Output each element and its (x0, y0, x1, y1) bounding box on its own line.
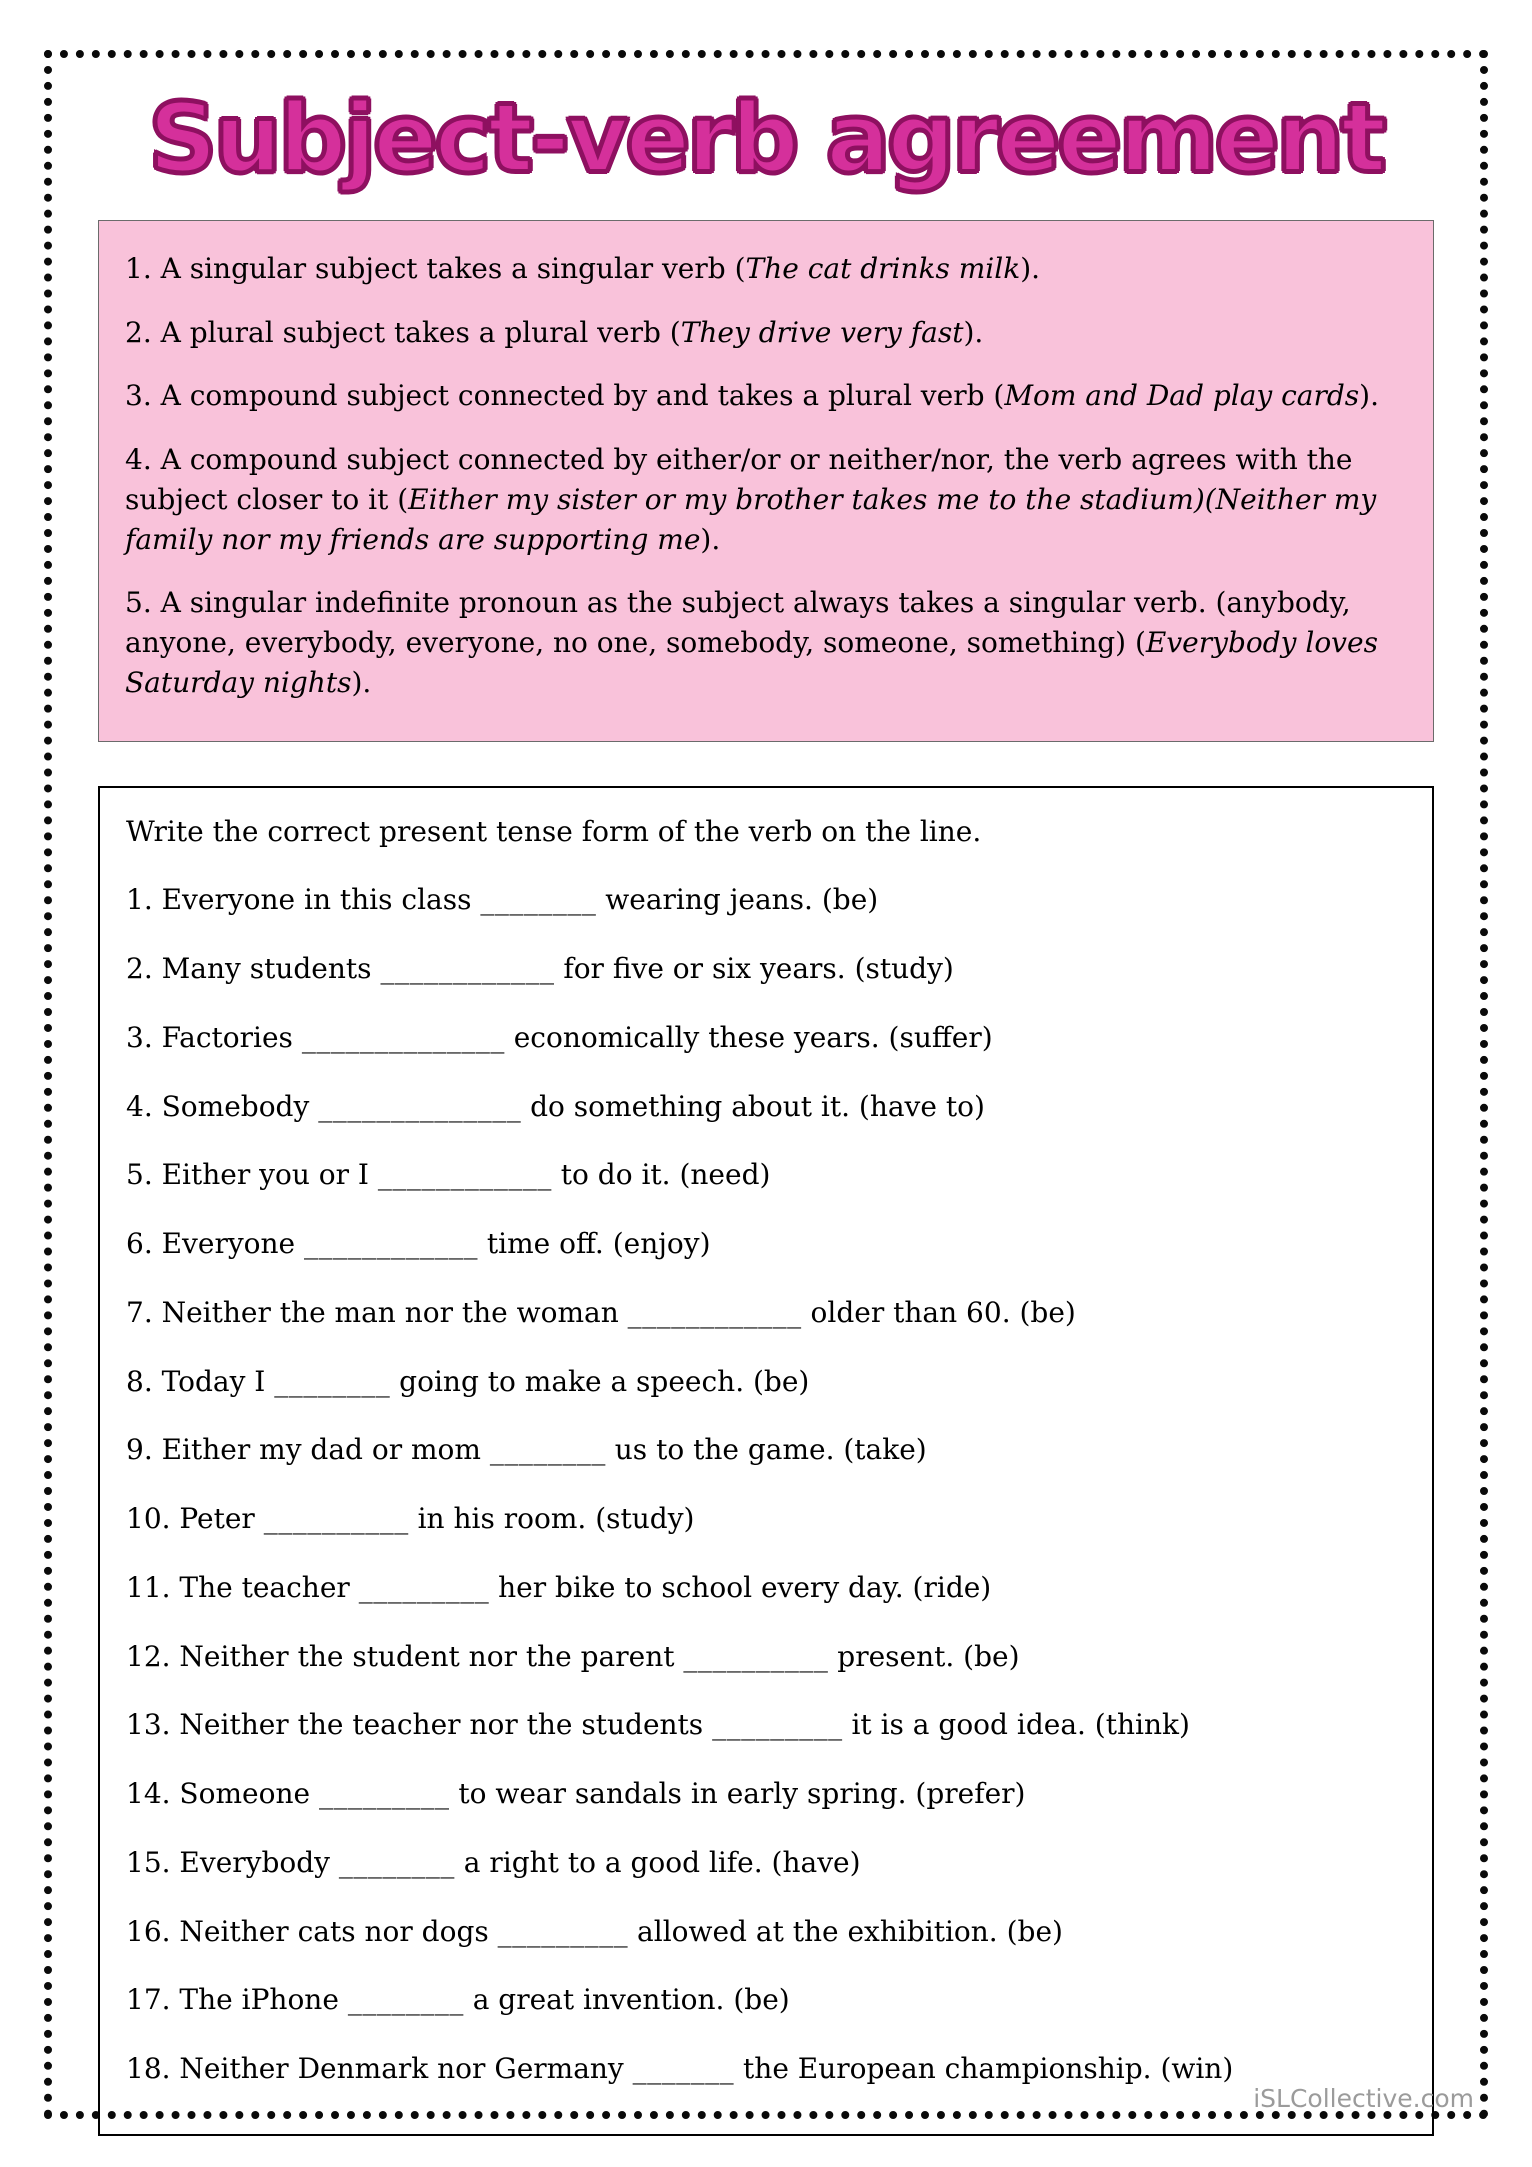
exercise-text-pre: 11. The teacher (126, 1570, 359, 1604)
answer-blank: ____________ (304, 1227, 479, 1260)
answer-blank: __________ (263, 1502, 409, 1535)
exercise-text-post: time off. (enjoy) (478, 1227, 711, 1260)
exercise-text-post: it is a good idea. (think) (842, 1708, 1190, 1742)
answer-blank: ____________ (377, 1158, 552, 1192)
rules-panel (98, 220, 1434, 742)
exercise-text-pre: 3. Factories (126, 1020, 302, 1054)
exercise-text-pre: 14. Someone (126, 1777, 319, 1810)
exercise-text-post: us to the game. (take) (605, 1433, 927, 1467)
answer-blank: _________ (497, 1914, 629, 1948)
exercise-text-pre: 9. Either my dad or mom (126, 1433, 490, 1467)
exercise-text-post: do something about it. (have to) (521, 1089, 985, 1123)
exercise-item (126, 1774, 1406, 1814)
exercise-text-post: for five or six years. (study) (554, 952, 954, 985)
exercise-item (126, 880, 1406, 920)
exercise-text-post: in his room. (study) (408, 1502, 695, 1535)
watermark: iSLCollective.com (1253, 2084, 1474, 2113)
exercise-item (126, 1912, 1406, 1952)
exercise-item (126, 1155, 1406, 1195)
answer-blank: _________ (358, 1570, 490, 1604)
worksheet-title: Subject-verb agreement (148, 84, 1384, 194)
rule-item: 3. A compound subject connected by and takes a plural verb (Mom and Dad play cards). (125, 379, 1379, 413)
exercise-item (126, 1018, 1406, 1058)
rule-item: 2. A plural subject takes a plural verb (They drive very fast). (125, 315, 984, 349)
exercise-text-post: the European championship. (win) (734, 2052, 1234, 2085)
exercise-item (126, 1637, 1406, 1677)
exercise-text-post: present. (be) (828, 1639, 1020, 1673)
exercise-item (126, 1293, 1406, 1333)
answer-blank: ______________ (318, 1089, 522, 1123)
exercise-text-post: allowed at the exhibition. (be) (628, 1914, 1063, 1948)
answer-blank: ____________ (627, 1295, 802, 1329)
answer-blank: ________ (480, 883, 597, 917)
answer-blank: ________ (489, 1433, 606, 1467)
rule-item: 1. A singular subject takes a singular verb (The cat drinks milk). (125, 251, 1041, 285)
exercise-text-post: to wear sandals in early spring. (prefer) (449, 1777, 1026, 1810)
rules-list (125, 249, 1407, 703)
answer-blank: __________ (683, 1639, 829, 1673)
answer-blank: _______ (632, 2052, 735, 2085)
rule-item: 5. A singular indefinite pronoun as the subject always takes a singular verb. (anybody, anyone, everybody, everyone, no one, somebody, someone, something) (Everybody loves Saturday nights). (125, 586, 1378, 699)
exercise-item (126, 1362, 1406, 1402)
exercise-text-pre: 6. Everyone (126, 1227, 305, 1260)
exercise-item (126, 1224, 1406, 1264)
exercise-item (126, 1705, 1406, 1745)
exercise-item (126, 1843, 1406, 1883)
exercise-text-post: older than 60. (be) (801, 1295, 1076, 1329)
dotted-border-frame (44, 50, 1488, 2119)
exercise-text-pre: 10. Peter (126, 1502, 264, 1535)
answer-blank: ________ (347, 1983, 464, 2017)
exercise-text-post: a right to a good life. (have) (454, 1845, 861, 1879)
exercise-text-pre: 7. Neither the man nor the woman (126, 1295, 628, 1329)
exercise-text-post: wearing jeans. (be) (596, 883, 879, 917)
exercise-item (126, 2049, 1406, 2089)
answer-blank: _________ (712, 1708, 843, 1742)
exercise-instruction: Write the correct present tense form of the verb on the line. (126, 814, 982, 848)
exercise-text-post: going to make a speech. (be) (390, 1364, 810, 1398)
exercise-item (126, 1980, 1406, 2020)
answer-blank: ________ (274, 1364, 391, 1398)
exercise-text-pre: 4. Somebody (126, 1089, 319, 1123)
exercise-text-pre: 2. Many students (126, 952, 381, 985)
exercise-text-post: her bike to school every day. (ride) (489, 1570, 992, 1604)
exercise-panel (98, 786, 1434, 2136)
exercise-text-pre: 17. The iPhone (126, 1983, 348, 2017)
exercise-list (126, 880, 1406, 2089)
answer-blank: ______________ (301, 1020, 505, 1054)
exercise-text-post: to do it. (need) (551, 1158, 771, 1192)
exercise-text-pre: 16. Neither cats nor dogs (126, 1914, 498, 1948)
exercise-item (126, 1430, 1406, 1470)
answer-blank: ____________ (380, 952, 555, 985)
exercise-text-pre: 15. Everybody (126, 1845, 339, 1879)
rule-item: 4. A compound subject connected by either/or or neither/nor, the verb agrees with the subject closer to it (Either my sister or my brother takes me to the stadium)(Neither my family nor my friends are supporting me). (125, 443, 1377, 556)
exercise-text-pre: 8. Today I (126, 1364, 275, 1398)
exercise-text-pre: 12. Neither the student nor the parent (126, 1639, 684, 1673)
exercise-text-pre: 18. Neither Denmark nor Germany (126, 2052, 633, 2085)
answer-blank: _________ (318, 1777, 450, 1810)
exercise-item (126, 1087, 1406, 1127)
answer-blank: ________ (338, 1845, 455, 1879)
exercise-item (126, 1568, 1406, 1608)
exercise-text-pre: 1. Everyone in this class (126, 883, 481, 917)
exercise-text-pre: 13. Neither the teacher nor the students (126, 1708, 713, 1742)
exercise-text-post: a great invention. (be) (463, 1983, 790, 2017)
exercise-item (126, 1499, 1406, 1539)
exercise-text-post: economically these years. (suffer) (504, 1020, 993, 1054)
exercise-item (126, 949, 1406, 989)
exercise-text-pre: 5. Either you or I (126, 1158, 378, 1192)
